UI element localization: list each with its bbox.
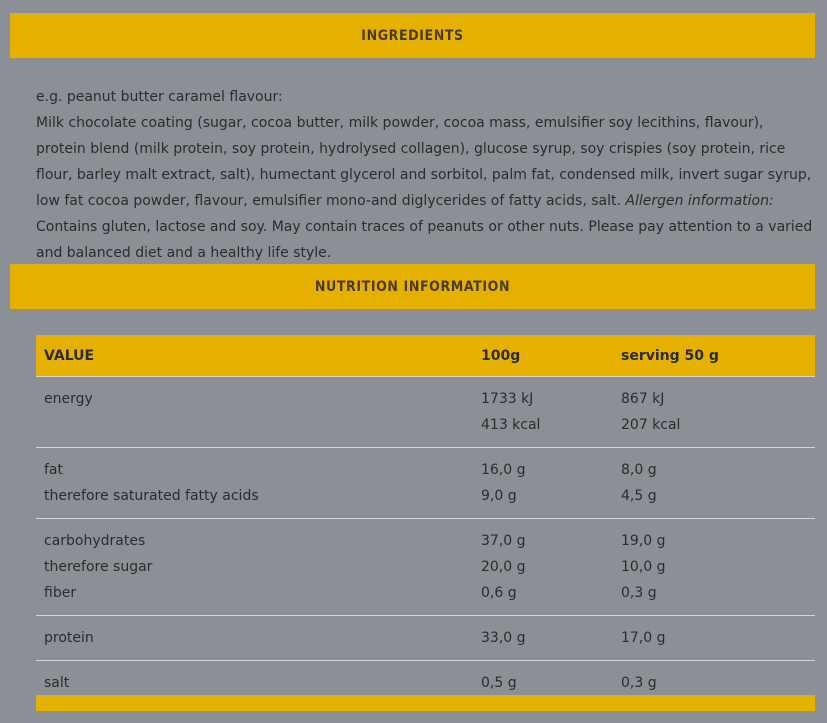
nutrient-label	[44, 412, 465, 438]
table-row	[36, 616, 815, 661]
value-100g: 9,0 g	[481, 488, 517, 504]
value-serving: 19,0 g	[621, 533, 666, 549]
ingredients-text	[36, 84, 816, 266]
value-serving: 0,3 g	[621, 585, 657, 601]
nutrient-label: salt	[44, 675, 70, 691]
nutrition-table-body	[36, 377, 815, 706]
value-serving: 4,5 g	[621, 488, 657, 504]
value-100g: 413 kcal	[481, 417, 541, 433]
ingredients-title: INGREDIENTS	[361, 27, 464, 44]
nutrient-label: protein	[44, 630, 94, 646]
nutrient-label: energy	[44, 391, 93, 407]
value-100g: 37,0 g	[481, 533, 526, 549]
table-row	[36, 519, 815, 616]
allergen-label: Allergen information:	[625, 193, 774, 209]
value-100g: 1733 kJ	[481, 391, 534, 407]
table-footer-bar	[36, 695, 815, 711]
nutrition-table	[36, 335, 815, 706]
value-100g: 33,0 g	[481, 630, 526, 646]
table-row	[36, 448, 815, 519]
table-cell	[473, 519, 613, 616]
header-100g: 100g	[473, 335, 613, 377]
header-value: VALUE	[36, 335, 473, 377]
nutrient-label: therefore saturated fatty acids	[44, 488, 259, 504]
table-header-row	[36, 335, 815, 377]
ingredients-header	[10, 13, 815, 58]
value-100g: 16,0 g	[481, 462, 526, 478]
table-row	[36, 377, 815, 448]
value-serving: 17,0 g	[621, 630, 666, 646]
table-cell	[36, 616, 473, 661]
table-cell	[473, 616, 613, 661]
table-cell	[613, 377, 815, 448]
table-cell	[473, 448, 613, 519]
header-serving: serving 50 g	[613, 335, 815, 377]
value-serving: 8,0 g	[621, 462, 657, 478]
nutrient-label: fat	[44, 462, 63, 478]
ingredients-body: Milk chocolate coating (sugar, cocoa butter, milk powder, cocoa mass, emulsifier soy lecithins, flavour), protein blend (milk protein, soy protein, hydrolysed collagen), glucose syrup, soy crispies (soy protein, rice flour, barley malt extract, salt), humectant glycerol and sorbitol, palm fat, condensed milk, invert sugar syrup, low fat cocoa powder, flavour, emulsifier mono-and diglycerides of fatty acids, salt.	[36, 115, 812, 209]
value-100g: 20,0 g	[481, 559, 526, 575]
table-cell	[36, 377, 473, 448]
ingredients-example: e.g. peanut butter caramel flavour:	[36, 89, 283, 105]
value-serving: 10,0 g	[621, 559, 666, 575]
table-cell	[613, 448, 815, 519]
allergen-text: Contains gluten, lactose and soy. May contain traces of peanuts or other nuts. Please pay attention to a varied and balanced diet and a healthy life style.	[36, 219, 813, 261]
value-100g: 0,5 g	[481, 675, 517, 691]
value-serving: 207 kcal	[621, 417, 681, 433]
table-cell	[613, 616, 815, 661]
table-cell	[36, 448, 473, 519]
ingredients-list	[36, 110, 816, 266]
nutrition-title: NUTRITION INFORMATION	[314, 278, 511, 295]
nutrient-label: carbohydrates	[44, 533, 146, 549]
nutrient-label: therefore sugar	[44, 559, 153, 575]
nutrition-header	[10, 264, 815, 309]
nutrient-label: fiber	[44, 585, 77, 601]
table-cell	[473, 377, 613, 448]
value-serving: 867 kJ	[621, 391, 665, 407]
value-100g: 0,6 g	[481, 585, 517, 601]
table-cell	[613, 519, 815, 616]
table-cell	[36, 519, 473, 616]
value-serving: 0,3 g	[621, 675, 657, 691]
